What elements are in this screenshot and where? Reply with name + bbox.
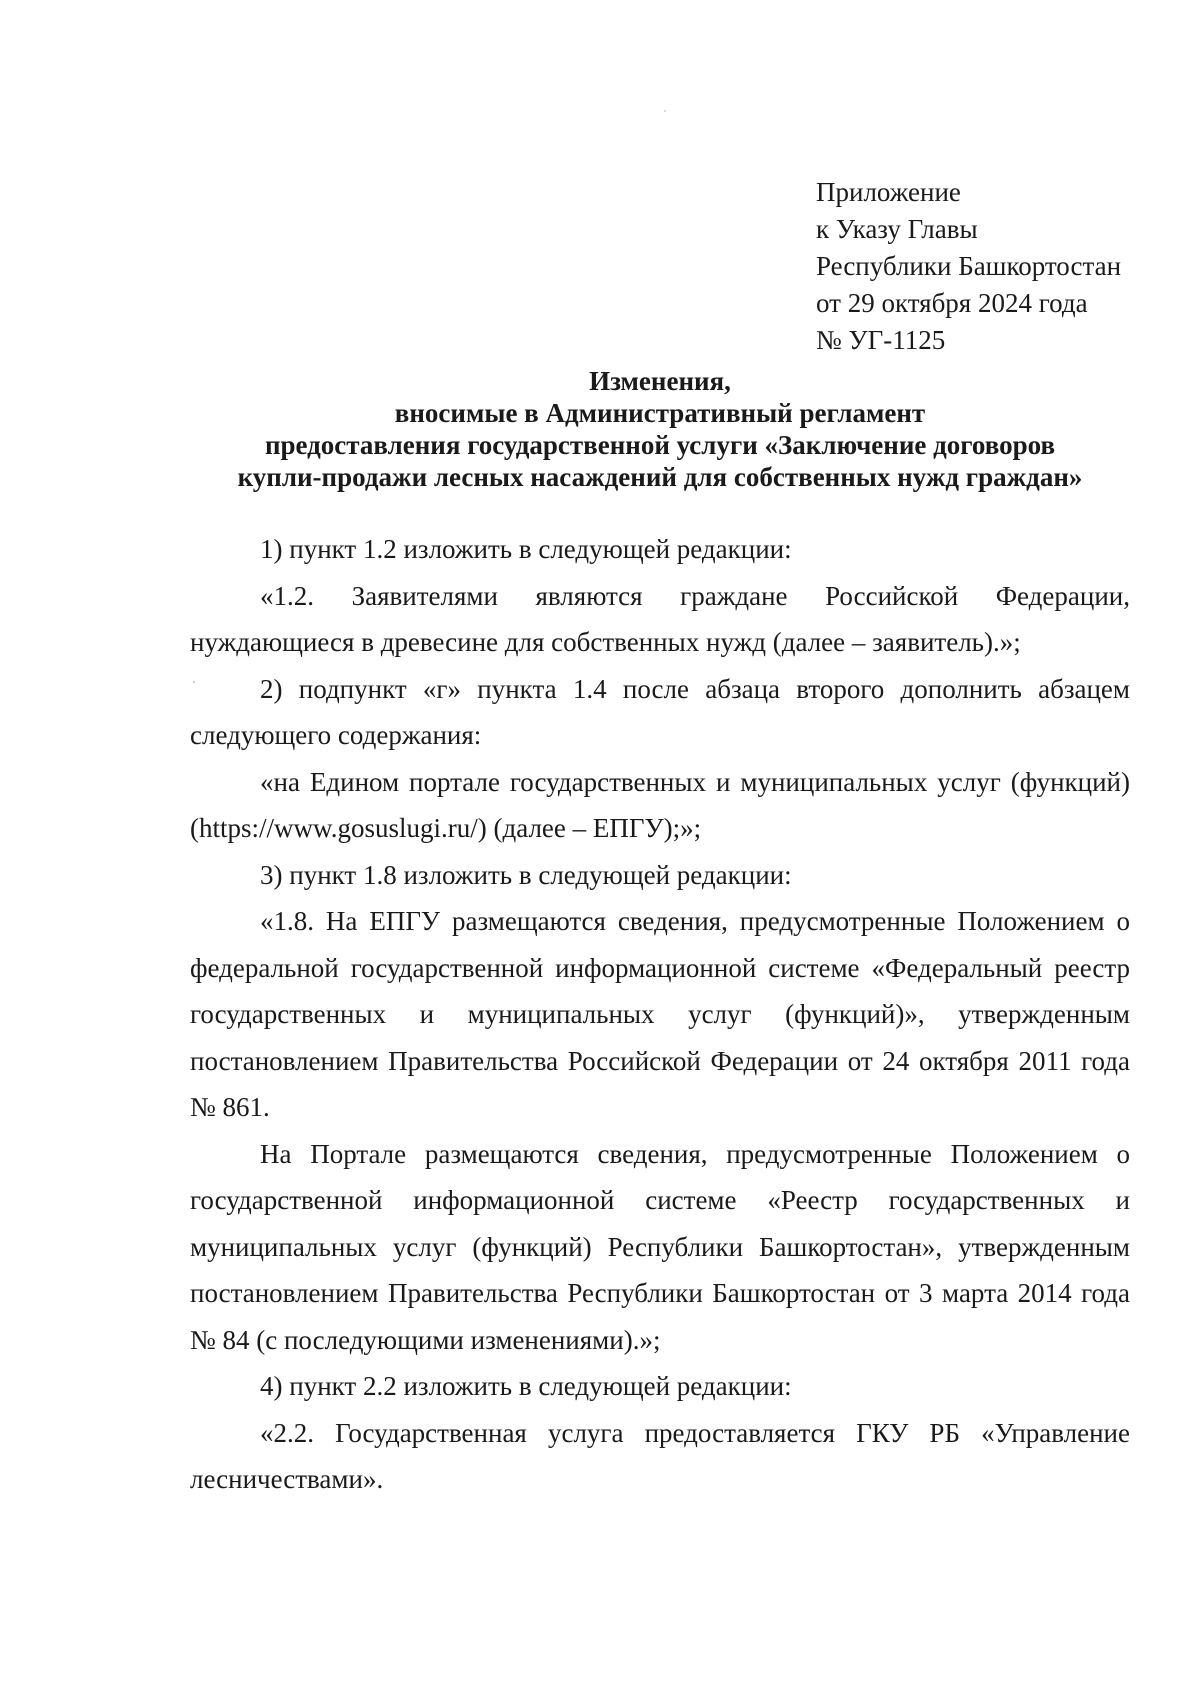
attachment-line: Республики Башкортостан bbox=[816, 251, 1122, 281]
document-body bbox=[190, 526, 1130, 1503]
title-line: предоставления государственной услуги «Заключение договоров bbox=[264, 430, 1056, 460]
paragraph-item-1: 1) пункт 1.2 изложить в следующей редакции: bbox=[260, 534, 792, 564]
paragraph-item-2: 2) подпункт «г» пункта 1.4 после абзаца второго дополнить абзацем следующего содержания: bbox=[190, 673, 1130, 750]
attachment-number: № УГ-1125 bbox=[816, 325, 946, 355]
paragraph-item-4: 4) пункт 2.2 изложить в следующей редакции: bbox=[260, 1371, 792, 1401]
attachment-line: к Указу Главы bbox=[816, 214, 978, 244]
title-line: купли-продажи лесных насаждений для собственных нужд граждан» bbox=[237, 462, 1083, 492]
document-title bbox=[190, 365, 1130, 493]
attachment-date: от 29 октября 2024 года bbox=[816, 288, 1088, 318]
title-line: Изменения, bbox=[589, 366, 731, 396]
paragraph-quote-2-2: «2.2. Государственная услуга предоставляется ГКУ РБ «Управление лесничествами». bbox=[190, 1417, 1130, 1494]
paragraph-portal: На Портале размещаются сведения, предусмотренные Положением о государственной информационной системе «Реестр государственных и муниципальных услуг (функций) Республики Башкортостан», утвержденным постановлением Правительства Республики Башкортостан от 3 марта 2014 года № 84 (с последующими изменениями).»; bbox=[190, 1138, 1130, 1355]
title-line: вносимые в Административный регламент bbox=[394, 398, 926, 428]
paragraph-quote-1-2: «1.2. Заявителями являются граждане Российской Федерации, нуждающиеся в древесине для собственных нужд (далее – заявитель).»; bbox=[190, 580, 1130, 657]
paragraph-quote-epgu: «на Едином портале государственных и муниципальных услуг (функций) (https://www.gosuslugi.ru/) (далее – ЕПГУ);»; bbox=[190, 766, 1130, 843]
scan-artifact bbox=[664, 110, 666, 112]
paragraph-item-3: 3) пункт 1.8 изложить в следующей редакции: bbox=[260, 859, 792, 890]
attachment-block bbox=[816, 174, 1121, 359]
attachment-line: Приложение bbox=[816, 177, 961, 207]
paragraph-quote-1-8: «1.8. На ЕПГУ размещаются сведения, предусмотренные Положением о федеральной государственной информационной системе «Федеральный реестр государственных и муниципальных услуг (функций)», утвержденным постановлением Правительства Российской Федерации от 24 октября 2011 года № 861. bbox=[190, 906, 1130, 1122]
